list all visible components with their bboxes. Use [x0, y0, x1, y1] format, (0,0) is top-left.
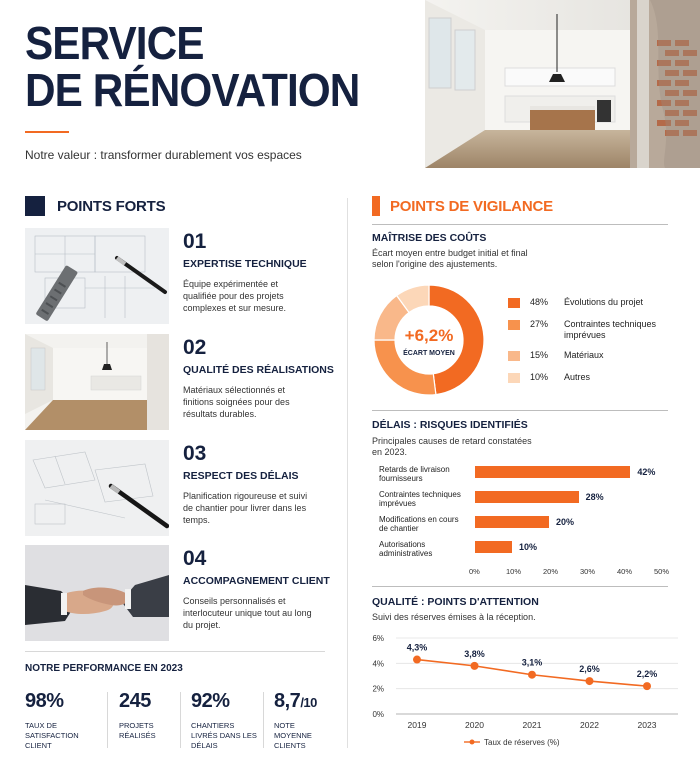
bar-axis-tick: 30% [580, 567, 596, 576]
legend-item [508, 297, 674, 308]
legend-label: Autres [564, 372, 591, 382]
stat-separator [263, 692, 264, 748]
stat-on-time [191, 690, 261, 751]
legend-swatch [508, 373, 520, 383]
data-point [413, 656, 421, 664]
strength-number: 04 [183, 547, 207, 570]
strength-description: Planification rigoureuse et suivi de chantier pour livrer dans les temps. [183, 491, 308, 525]
quality-title: QUALITÉ : POINTS D'ATTENTION [372, 596, 539, 608]
strength-number: 02 [183, 336, 207, 359]
strength-title: ACCOMPAGNEMENT CLIENT [183, 575, 330, 587]
data-label: 4,3% [406, 642, 428, 653]
strength-description: Équipe expérimentée et qualifiée pour des projets complexes et sur mesure. [183, 279, 287, 313]
data-label: 2,6% [579, 664, 600, 675]
bar-axis-tick: 50% [654, 567, 670, 576]
delays-rule [372, 410, 668, 411]
legend-label: Taux de réserves (%) [484, 738, 560, 747]
orange-bar-icon [372, 196, 380, 216]
donut-center-value: +6,2% [404, 326, 454, 345]
bar-category-label: Modifications en cours de chantier [379, 515, 459, 533]
costs-title: MAÎTRISE DES COÛTS [372, 232, 487, 244]
data-label: 3,8% [464, 648, 485, 659]
legend-marker [470, 740, 475, 745]
title-line-2: DE RÉNOVATION [25, 64, 360, 116]
legend-label: Contraintes techniques imprévues [564, 319, 657, 340]
bar-category-label: Retards de livraison fournisseurs [379, 465, 450, 483]
strength-number: 03 [183, 442, 207, 465]
legend-value: 48% [530, 297, 549, 307]
strengths-heading [25, 196, 165, 216]
x-axis-tick: 2019 [407, 720, 427, 730]
page-subtitle: Notre valeur : transformer durablement vos espaces [25, 148, 302, 162]
data-point [586, 677, 594, 685]
strength-description: Conseils personnalisés et interlocuteur unique tout au long du projet. [183, 596, 312, 630]
y-axis-tick: 2% [372, 684, 384, 694]
bar-axis-tick: 20% [543, 567, 559, 576]
data-point [528, 671, 536, 679]
quality-subtitle: Suivi des réserves émises à la réception. [372, 612, 536, 622]
stat-rating [274, 690, 334, 751]
bar [475, 516, 549, 528]
legend-label: Matériaux [564, 350, 604, 360]
legend-item [508, 372, 674, 383]
title-accent-rule [25, 131, 69, 133]
legend-item [508, 350, 674, 361]
y-axis-tick: 4% [372, 659, 384, 669]
legend-swatch [508, 298, 520, 308]
strength-title: EXPERTISE TECHNIQUE [183, 258, 307, 270]
data-point [643, 682, 651, 690]
strength-item-deadlines [25, 440, 325, 540]
stat-satisfaction [25, 690, 105, 751]
bar [475, 491, 579, 503]
legend-value: 10% [530, 372, 549, 382]
bar-value-label: 20% [556, 517, 575, 527]
stat-caption: PROJETS RÉALISÉS [119, 721, 156, 740]
performance-divider [25, 651, 325, 652]
x-axis-tick: 2021 [522, 720, 542, 730]
data-point [471, 662, 479, 670]
donut-slice [374, 340, 436, 395]
bar [475, 466, 630, 478]
vigilance-heading [372, 196, 553, 216]
strength-description: Matériaux sélectionnés et finitions soignées pour des résultats durables. [183, 385, 290, 419]
costs-donut-chart [364, 275, 494, 405]
stat-value: 98% [25, 690, 64, 712]
stat-caption: NOTE MOYENNE CLIENTS [274, 721, 312, 750]
strength-item-quality [25, 334, 334, 434]
bar-value-label: 10% [519, 542, 538, 552]
stat-separator [180, 692, 181, 748]
bar [475, 541, 512, 553]
bar-axis-tick: 10% [506, 567, 522, 576]
rating-value: 8,7 [274, 690, 301, 712]
bar-value-label: 42% [637, 467, 656, 477]
plans-pen-photo [25, 440, 169, 536]
rating-suffix: /10 [300, 695, 317, 710]
legend-value: 15% [530, 350, 549, 360]
bar-category-label: Contraintes techniques imprévues [379, 490, 461, 508]
strength-item-support [25, 545, 330, 645]
navy-square-icon [25, 196, 45, 216]
legend-swatch [508, 351, 520, 361]
delays-title: DÉLAIS : RISQUES IDENTIFIÉS [372, 419, 528, 431]
handshake-photo [25, 545, 169, 641]
strength-title: QUALITÉ DES RÉALISATIONS [183, 364, 334, 376]
stat-separator [107, 692, 108, 748]
costs-rule [372, 224, 668, 225]
legend-label: Évolutions du projet [564, 297, 644, 307]
blueprint-pen-photo [25, 228, 169, 324]
stat-value: 92% [191, 690, 230, 712]
stat-projects [119, 690, 169, 741]
performance-title: NOTRE PERFORMANCE EN 2023 [25, 663, 183, 674]
y-axis-tick: 0% [372, 710, 384, 719]
bar-category-label: Autorisations administratives [379, 540, 433, 558]
delays-subtitle: Principales causes de retard constatées en 2023. [372, 436, 532, 457]
x-axis-tick: 2023 [637, 720, 657, 730]
stat-value: 245 [119, 690, 151, 712]
bar-axis-tick: 0% [469, 567, 480, 576]
data-label: 2,2% [636, 669, 658, 680]
quality-rule [372, 586, 668, 587]
strength-number: 01 [183, 230, 207, 253]
y-axis-tick: 6% [372, 634, 384, 643]
x-axis-tick: 2022 [580, 720, 599, 730]
strengths-heading-label: POINTS FORTS [57, 197, 166, 215]
page-title [25, 17, 360, 116]
strength-title: RESPECT DES DÉLAIS [183, 470, 299, 482]
stat-value [274, 690, 334, 713]
stat-caption: CHANTIERS LIVRÉS DANS LES DÉLAIS [191, 721, 257, 750]
vigilance-heading-label: POINTS DE VIGILANCE [390, 197, 553, 215]
legend-swatch [508, 320, 520, 330]
bar-axis-tick: 40% [617, 567, 633, 576]
quality-line-chart [360, 628, 690, 763]
costs-subtitle: Écart moyen entre budget initial et final selon l'origine des ajustements. [372, 248, 528, 269]
column-separator [347, 198, 348, 748]
data-label: 3,1% [521, 657, 543, 668]
donut-center-label: ÉCART MOYEN [403, 350, 455, 357]
legend-item [508, 319, 674, 341]
title-line-1: SERVICE [25, 17, 204, 69]
hero-photo-renovation-room [425, 0, 700, 168]
finished-interior-photo [25, 334, 169, 430]
strength-item-expertise [25, 228, 325, 328]
legend-value: 27% [530, 319, 549, 329]
bar-value-label: 28% [585, 492, 604, 502]
x-axis-tick: 2020 [465, 720, 484, 730]
stat-caption: TAUX DE SATISFACTION CLIENT [25, 721, 79, 750]
